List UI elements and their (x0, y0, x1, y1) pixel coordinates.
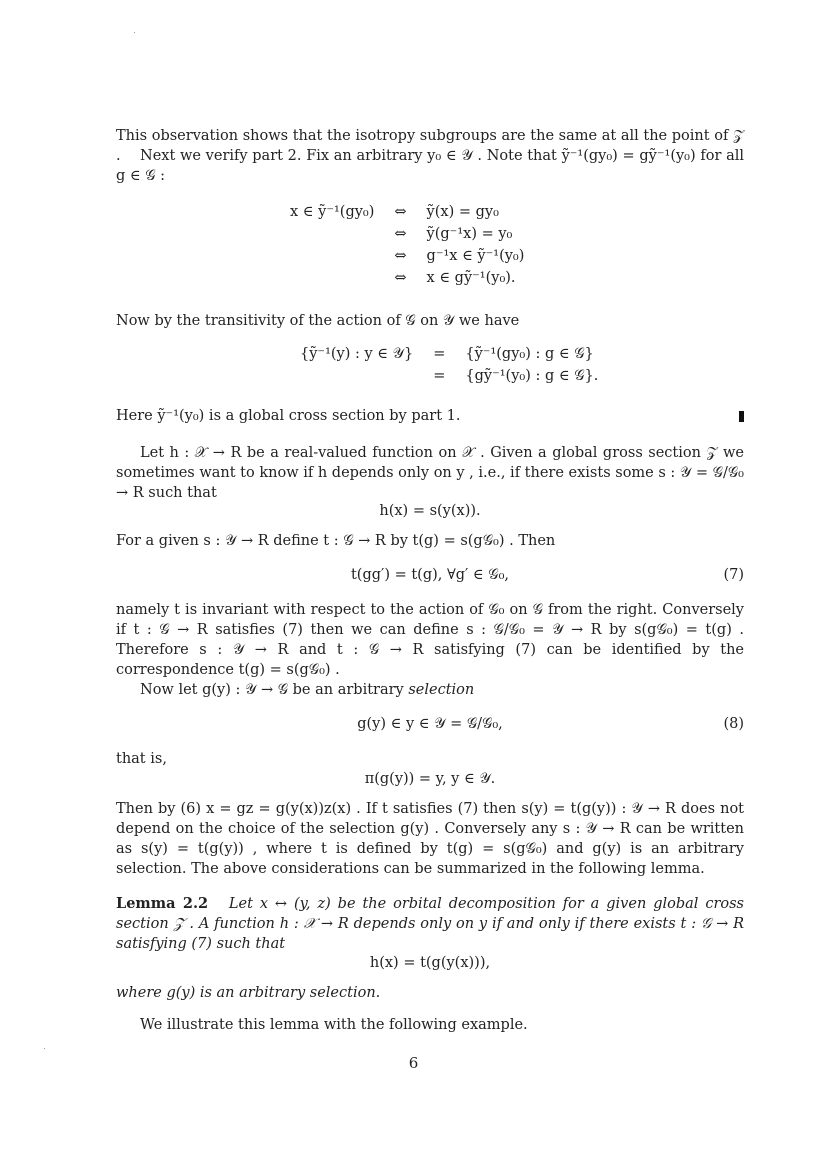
page-number: 6 (408, 1054, 419, 1072)
equation-row (280, 267, 534, 289)
equation-row (290, 365, 608, 387)
equation-rhs: ỹ(x) = gy₀ (426, 204, 499, 220)
equation-row (290, 343, 608, 365)
orbit-set-equation (290, 343, 608, 387)
paragraph: Then by (6) x = gz = g(y(x))z(x) . If t satisfies (7) then s(y) = t(g(y)) : 𝒴 → R does not depend on the choice of the selection g(y) . Conversely any s : 𝒴 → R can be written as s(y) = t(g(y)) , where t is defined by t(g) = s(g𝒢₀) and g(y) is an arbitrary selection. The above considerations can be summarized in the following lemma. (116, 801, 744, 877)
paragraph: This observation shows that the isotropy subgroups are the same at all the point of 𝒵 . (116, 128, 744, 164)
paragraph: Now by the transitivity of the action of 𝒢 on 𝒴 we have (116, 313, 520, 329)
paragraph: namely t is invariant with respect to the action of 𝒢₀ on 𝒢 from the right. Conversely if t : 𝒢 → R satisfies (7) then we can define s : 𝒢/𝒢₀ = 𝒴 → R by s(g𝒢₀) = t(g) . Therefore s : 𝒴 → R and t : 𝒢 → R satisfying (7) can be identified by the correspondence t(g) = s(g𝒢₀) . (116, 602, 744, 678)
lemma-where: where g(y) is an arbitrary selection. (116, 985, 381, 1001)
equation-relation: = (433, 346, 446, 362)
equation-relation: ⇔ (394, 204, 407, 220)
paragraph: Next we verify part 2. Fix an arbitrary y₀ ∈ 𝒴 . Note that ỹ⁻¹(gy₀) = gỹ⁻¹(y₀) for all g ∈ 𝒢 : (116, 148, 744, 184)
equation-rhs: ỹ(g⁻¹x) = y₀ (426, 226, 513, 242)
paragraph: Let h : 𝒳 → R be a real-valued function on 𝒳 . Given a global gross section 𝒵 we sometimes want to know if h depends only on y , i.e., if there exists some s : 𝒴 = 𝒢/𝒢₀ → R such that (116, 445, 744, 501)
equation-row (280, 245, 534, 267)
equation-lhs (280, 267, 384, 289)
equation-lhs (280, 223, 384, 245)
equation-rhs: x ∈ gỹ⁻¹(y₀). (426, 270, 516, 286)
lemma-body: Let x ↔ (y, z) be the orbital decomposition for a given global cross section 𝒵 . A function h : 𝒳 → R depends only on y if and only if there exists t : 𝒢 → R satisfying (7) such that (116, 896, 744, 952)
equation-h: h(x) = s(y(x)). (379, 503, 481, 519)
equation-lemma: h(x) = t(g(y(x))), (369, 955, 491, 971)
scan-speck (134, 32, 135, 33)
equivalence-derivation (280, 201, 534, 289)
equation-body: t(gg′) = t(g), ∀g′ ∈ 𝒢₀, (350, 567, 510, 583)
equation-relation: ⇔ (394, 248, 407, 264)
equation-rhs: g⁻¹x ∈ ỹ⁻¹(y₀) (426, 248, 525, 264)
equation-lhs: {ỹ⁻¹(y) : y ∈ 𝒴} (300, 346, 414, 362)
equation-number: (8) (723, 716, 744, 732)
equation-lhs (280, 245, 384, 267)
lemma (116, 894, 744, 954)
equation-7 (116, 567, 744, 587)
equation-relation: ⇔ (394, 270, 407, 286)
equation-relation: ⇔ (394, 226, 407, 242)
equation-lhs: x ∈ ỹ⁻¹(gy₀) (290, 204, 375, 220)
scan-speck (44, 1048, 45, 1049)
paragraph: For a given s : 𝒴 → R define t : 𝒢 → R by t(g) = s(g𝒢₀) . Then (116, 533, 556, 549)
equation-number: (7) (723, 567, 744, 583)
equation-body: g(y) ∈ y ∈ 𝒴 = 𝒢/𝒢₀, (357, 716, 503, 732)
equation-rhs: {ỹ⁻¹(gy₀) : g ∈ 𝒢} (465, 346, 594, 362)
equation-8 (116, 716, 744, 736)
equation-rhs: {gỹ⁻¹(y₀) : g ∈ 𝒢}. (465, 368, 599, 384)
lemma-title: Lemma 2.2 (116, 895, 209, 912)
equation-row (280, 201, 534, 223)
equation-lhs (290, 365, 423, 387)
paragraph: We illustrate this lemma with the following example. (140, 1017, 528, 1033)
equation-relation: = (433, 368, 446, 384)
equation-pi: π(g(y)) = y, y ∈ 𝒴. (364, 771, 496, 787)
equation-row (280, 223, 534, 245)
paragraph (116, 680, 744, 700)
paragraph: that is, (116, 751, 167, 767)
emphasis: selection (408, 682, 475, 698)
paragraph: Here ỹ⁻¹(y₀) is a global cross section by part 1. (116, 408, 461, 424)
paragraph-text: Now let g(y) : 𝒴 → 𝒢 be an arbitrary (140, 682, 409, 698)
qed-mark (739, 411, 744, 422)
